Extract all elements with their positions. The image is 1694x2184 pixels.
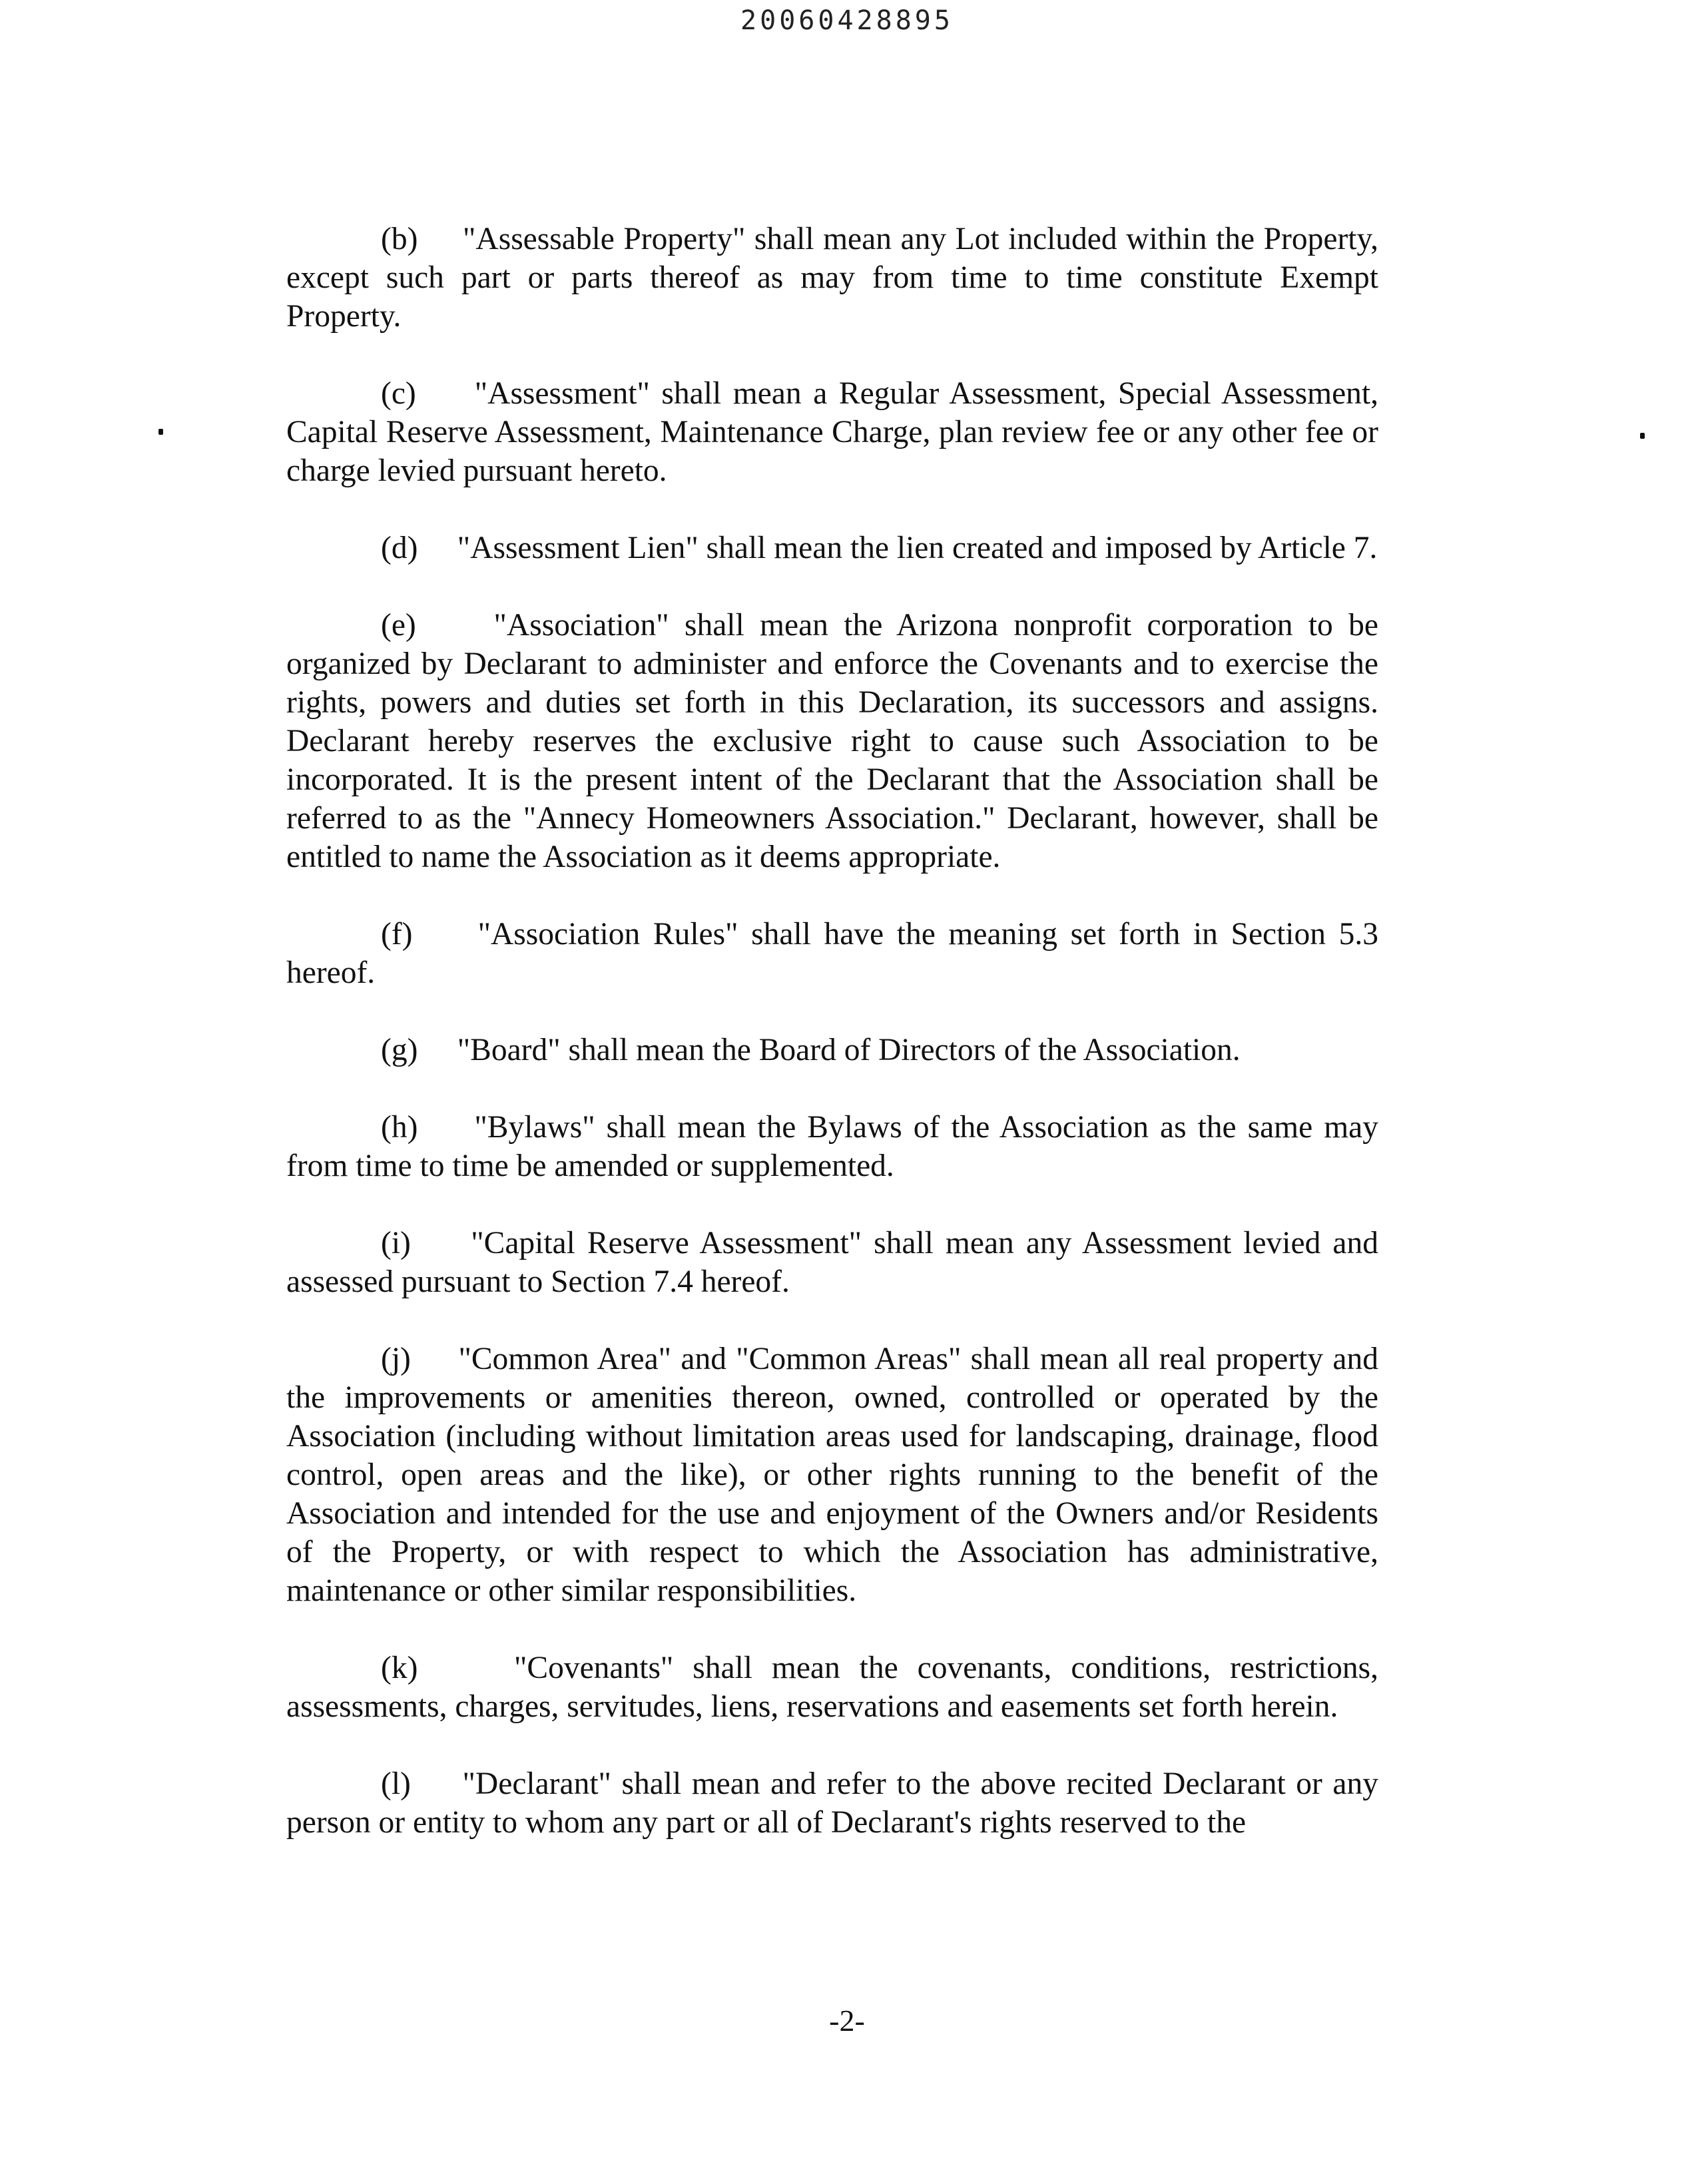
definition-label: (b) xyxy=(381,222,418,256)
definition-paragraph xyxy=(286,915,1386,992)
page-number: -2- xyxy=(829,2004,865,2038)
definition-label: (c) xyxy=(381,376,416,411)
scan-speck-right xyxy=(1640,433,1645,439)
definition-text: "Capital Reserve Assessment" shall mean any Assessment levied and assessed pursuant to Section 7.4 hereof. xyxy=(286,1226,1386,1299)
definition-text: "Assessment" shall mean a Regular Assessment, Special Assessment, Capital Reserve Assessment, Maintenance Charge, plan review fee or any other fee or charge levied pursuant hereto. xyxy=(286,376,1386,488)
document-number: 20060428895 xyxy=(740,5,954,36)
definition-text: "Assessable Property" shall mean any Lot included within the Property, except such part or parts thereof as may from time to time constitute Exempt Property. xyxy=(286,222,1386,334)
definition-paragraph xyxy=(286,374,1386,490)
definition-label: (f) xyxy=(381,917,413,952)
definition-text: "Association Rules" shall have the meaning set forth in Section 5.3 hereof. xyxy=(286,917,1386,990)
definition-paragraph xyxy=(286,1031,1378,1069)
definition-paragraph xyxy=(286,220,1386,336)
definition-text: "Bylaws" shall mean the Bylaws of the Association as the same may from time to time be amended or supplemented. xyxy=(286,1110,1386,1183)
definition-text: "Common Area" and "Common Areas" shall mean all real property and the improvements or amenities thereon, owned, controlled or operated by the Association (including without limitation areas used for landscaping, drainage, flood control, open areas and the like), or other rights running to the benefit of the Association and intended for the use and enjoyment of the Owners and/or Residents of the Property, or with respect to which the Association has administrative, maintenance or other similar responsibilities. xyxy=(286,1342,1386,1608)
definition-paragraph xyxy=(286,606,1386,876)
definition-label: (d) xyxy=(381,531,418,565)
definition-paragraph xyxy=(286,1108,1386,1185)
definition-label: (i) xyxy=(381,1226,411,1260)
definition-label: (h) xyxy=(381,1110,418,1145)
definitions-body xyxy=(286,220,1386,1842)
definition-label: (j) xyxy=(381,1342,411,1376)
definition-paragraph xyxy=(286,1649,1386,1726)
definition-label: (e) xyxy=(381,608,416,643)
definition-text: "Association" shall mean the Arizona nonprofit corporation to be organized by Declarant to administer and enforce the Covenants and to exercise the rights, powers and duties set forth in this Declaration, its successors and assigns. Declarant hereby reserves the exclusive right to cause such Association to be incorporated. It is the present intent of the Declarant that the Association shall be referred to as the "Annecy Homeowners Association." Declarant, however, shall be entitled to name the Association as it deems appropriate. xyxy=(286,608,1386,874)
definition-label: (g) xyxy=(381,1033,418,1067)
definition-text: "Board" shall mean the Board of Directors of the Association. xyxy=(457,1033,1241,1067)
definition-label: (k) xyxy=(381,1651,418,1685)
definition-text: "Assessment Lien" shall mean the lien created and imposed by Article 7. xyxy=(457,531,1378,565)
definition-paragraph xyxy=(286,1765,1386,1842)
definition-paragraph xyxy=(286,529,1378,567)
definition-label: (l) xyxy=(381,1767,411,1801)
definition-text: "Declarant" shall mean and refer to the above recited Declarant or any person or entity to whom any part or all of Declarant's rights reserved to the xyxy=(286,1767,1386,1840)
definition-text: "Covenants" shall mean the covenants, conditions, restrictions, assessments, charges, servitudes, liens, reservations and easements set forth herein. xyxy=(286,1651,1386,1724)
definition-paragraph xyxy=(286,1224,1386,1301)
scan-speck-left xyxy=(158,429,163,435)
definition-paragraph xyxy=(286,1340,1386,1610)
